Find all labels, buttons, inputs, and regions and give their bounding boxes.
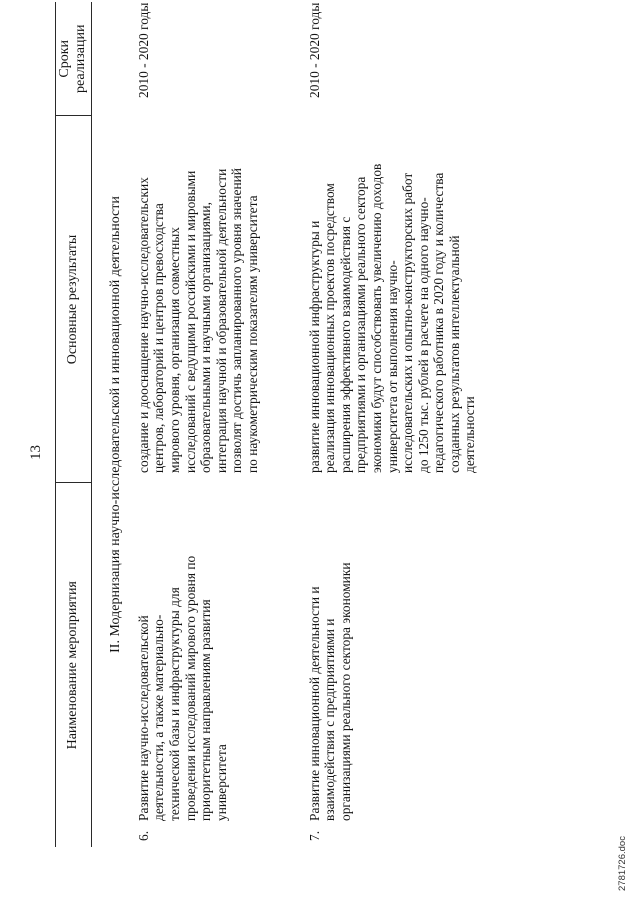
text-line: приоритетным направлениям развития: [198, 599, 214, 821]
text-line: Развитие научно-исследовательской: [135, 615, 151, 821]
text-line: по наукометрическим показателям университета: [244, 195, 260, 473]
text-line: проведения исследований мирового уровня по: [182, 555, 198, 821]
document-file-code: 2781726.doc: [617, 836, 628, 891]
text-line: взаимодействия с предприятиями и: [322, 618, 338, 821]
text-line: экономики будут способствовать увеличению доходов: [368, 163, 384, 473]
text-line: образовательными и научными организациями,: [198, 202, 214, 473]
section-row: [92, 2, 134, 847]
text-line: предприятиями и организациями реального сектора: [353, 176, 369, 473]
text-line: мирового уровня, организация совместных: [166, 227, 182, 473]
measure-name: [134, 483, 271, 827]
text-line: исследовательских и опытно-конструкторских работ: [400, 172, 416, 473]
text-line: позволят достичь запланированного уровня значений: [229, 168, 245, 473]
text-line: развитие инновационной инфраструктуры и: [306, 220, 322, 473]
measures-table: [55, 2, 488, 847]
main-results: [134, 116, 271, 483]
implementation-term: 2010 - 2020 годы: [135, 2, 151, 98]
text-line: исследований с ведущими российскими и мировыми: [182, 170, 198, 473]
header-terms: Сроки реализации: [56, 2, 92, 116]
text-line: педагогического работника в 2020 году и количества: [431, 172, 447, 473]
text-line: университета: [213, 744, 229, 821]
page-number: 13: [28, 445, 44, 460]
text-line: центров, лабораторий и центров превосходства: [151, 203, 167, 473]
row-number: 6.: [135, 830, 151, 841]
table-row: [271, 2, 489, 847]
text-line: создание и дооснащение научно-исследовательских: [135, 177, 151, 473]
section-title: II. Модернизация научно-исследовательской и инновационной деятельности: [108, 196, 124, 653]
text-line: созданных результатов интеллектуальной: [446, 235, 462, 473]
text-line: университета от выполнения научно-: [384, 260, 400, 473]
main-results: [271, 116, 489, 483]
row-number: 7.: [306, 830, 322, 841]
header-main-results: Основные результаты: [56, 116, 92, 483]
text-line: расширения эффективного взаимодействия с: [337, 216, 353, 473]
measure-name: [271, 483, 489, 827]
table-row: [134, 2, 271, 847]
text-line: интеграция научной и образовательной деятельности: [213, 168, 229, 473]
text-line: технической базы и инфраструктуры для: [166, 587, 182, 821]
implementation-term: 2010 - 2020 годы: [306, 2, 322, 98]
text-line: реализация инновационных проектов посредством: [322, 183, 338, 473]
text-line: деятельности: [462, 396, 478, 473]
table-header-row: [56, 2, 92, 847]
header-measure-name: Наименование мероприятия: [56, 483, 92, 847]
text-line: до 1250 тыс. рублей в расчете на одного научно-: [415, 197, 431, 473]
text-line: деятельности, а также материально-: [151, 614, 167, 821]
text-line: организациями реального сектора экономики: [337, 562, 353, 821]
text-line: Развитие инновационной деятельности и: [306, 586, 322, 821]
